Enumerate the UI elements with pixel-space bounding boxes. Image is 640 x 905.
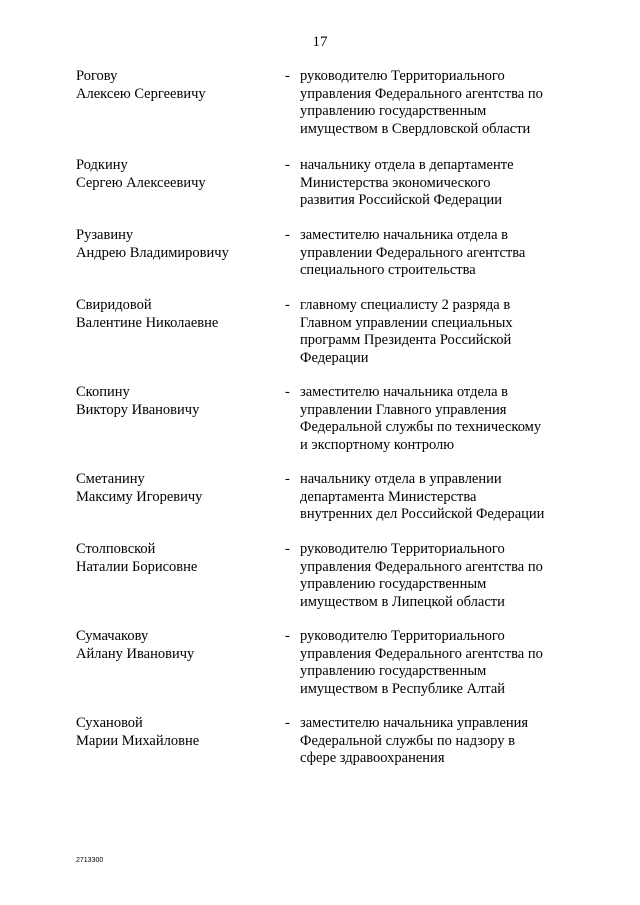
surname: Родкину [76, 157, 128, 173]
description-line: Федеральной службы по техническому [300, 419, 542, 435]
recipient-name [76, 68, 266, 103]
description-line: и экспортному контролю [300, 436, 455, 453]
given-names: Сергею Алексеевичу [76, 174, 206, 191]
description-line: специального строительства [300, 262, 476, 278]
description-line: начальнику отдела в управлении [300, 471, 502, 487]
given-names: Андрею Владимировичу [76, 244, 229, 261]
recipient-name [76, 471, 266, 506]
description-line: департамента Министерства [300, 488, 477, 505]
given-names: Максиму Игоревичу [76, 488, 203, 505]
recipient-name [76, 628, 266, 663]
given-names: Наталии Борисовне [76, 558, 198, 575]
position-description [300, 715, 590, 768]
recipient-name [76, 384, 266, 419]
surname: Рогову [76, 68, 118, 84]
surname: Свиридовой [76, 297, 152, 313]
description-line: заместителю начальника отдела в [300, 227, 509, 243]
description-line: управлению государственным [300, 576, 487, 592]
page-number: 17 [312, 34, 328, 50]
surname: Рузавину [76, 227, 134, 243]
surname: Сметанину [76, 471, 145, 487]
description-line: сфере здравоохранения [300, 750, 445, 766]
description-line: Министерства экономического [300, 174, 491, 191]
position-description [300, 227, 590, 280]
description-line: управлении Федерального агентства [300, 244, 526, 261]
dash: - [285, 471, 290, 487]
position-description [300, 628, 590, 698]
description-line: Главном управлении специальных [300, 314, 513, 331]
recipient-name [76, 227, 266, 262]
description-line: управлению государственным [300, 103, 487, 119]
document-code: 2713300 [76, 857, 104, 864]
dash: - [285, 157, 290, 173]
surname: Столповской [76, 541, 156, 557]
surname: Скопину [76, 384, 130, 400]
description-line: управлении Главного управления [300, 401, 507, 418]
dash: - [285, 68, 290, 84]
dash: - [285, 628, 290, 644]
given-names: Айлану Ивановичу [76, 645, 195, 662]
description-line: Федерации [300, 349, 369, 366]
recipient-name [76, 157, 266, 192]
description-line: имуществом в Свердловской области [300, 120, 531, 137]
description-line: управления Федерального агентства по [300, 645, 543, 662]
description-line: управления Федерального агентства по [300, 85, 543, 102]
description-line: начальнику отдела в департаменте [300, 157, 514, 173]
dash: - [285, 541, 290, 557]
description-line: управлению государственным [300, 663, 487, 679]
description-line: руководителю Территориального [300, 541, 505, 557]
dash: - [285, 227, 290, 243]
dash: - [285, 715, 290, 731]
description-line: управления Федерального агентства по [300, 558, 543, 575]
description-line: внутренних дел Российской Федерации [300, 506, 545, 522]
description-line: развития Российской Федерации [300, 192, 502, 208]
description-line: главному специалисту 2 разряда в [300, 297, 511, 313]
recipient-name [76, 715, 266, 750]
description-line: руководителю Территориального [300, 68, 505, 84]
recipient-name [76, 297, 266, 332]
description-line: Федеральной службы по надзору в [300, 732, 515, 749]
description-line: имуществом в Липецкой области [300, 593, 505, 610]
description-line: руководителю Территориального [300, 628, 505, 644]
description-line: имуществом в Республике Алтай [300, 680, 506, 697]
position-description [300, 157, 590, 210]
surname: Сухановой [76, 715, 143, 731]
position-description [300, 471, 590, 524]
description-line: заместителю начальника управления [300, 715, 529, 731]
dash: - [285, 384, 290, 400]
given-names: Виктору Ивановичу [76, 401, 200, 418]
given-names: Марии Михайловне [76, 732, 200, 749]
surname: Сумачакову [76, 628, 149, 644]
position-description [300, 384, 590, 454]
recipient-name [76, 541, 266, 576]
position-description [300, 68, 590, 138]
position-description [300, 541, 590, 611]
given-names: Алексею Сергеевичу [76, 85, 206, 102]
position-description [300, 297, 590, 367]
description-line: программ Президента Российской [300, 332, 512, 348]
dash: - [285, 297, 290, 313]
description-line: заместителю начальника отдела в [300, 384, 509, 400]
given-names: Валентине Николаевне [76, 314, 219, 331]
